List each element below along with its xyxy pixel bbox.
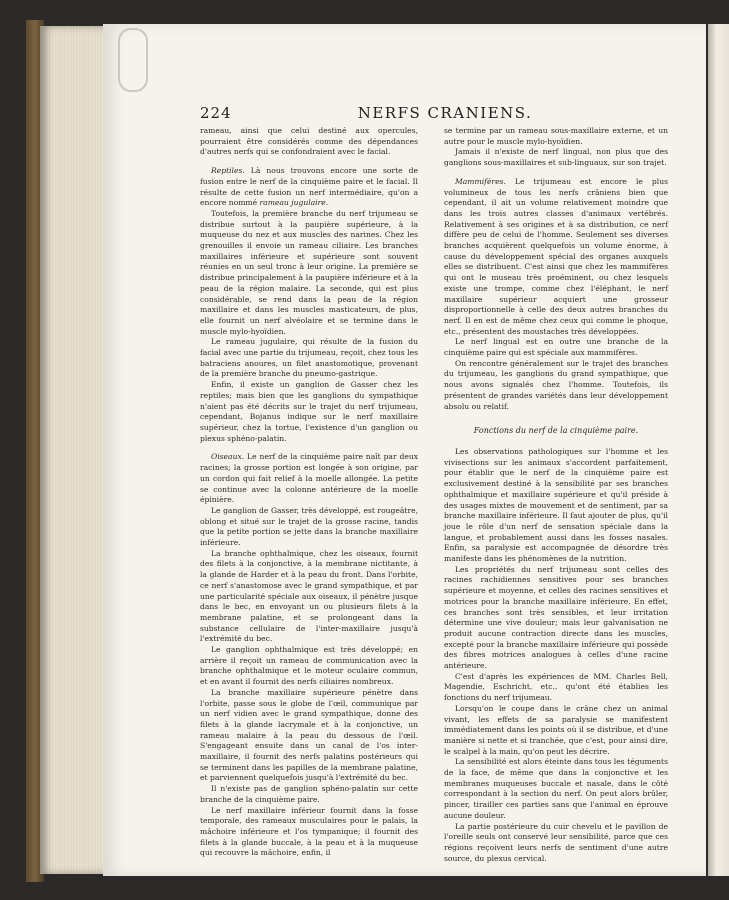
right-text-column	[444, 126, 668, 863]
paragraph: Il n'existe pas de ganglion sphéno-palatin sur cette branche de la cinquième paire.	[200, 784, 418, 804]
facing-page-edge	[708, 24, 729, 876]
paragraph: La sensibilité est alors éteinte dans tous les téguments de la face, de même que dans la conjonctive et les membranes muqueuses buccale et nasale, dans le côté correspondant à la section du nerf. On peut alors brûler, pincer, tirailler ces parties sans que l'animal en éprouve aucune douleur.	[444, 757, 668, 820]
paragraph: Lorsqu'on le coupe dans le crâne chez un animal vivant, les effets de sa paralysie se manifestent immédiatement dans les points où il se distribue, et d'une manière si nette et si tranchée, que c'est, pour ainsi dire, le scalpel à la main, qu'on peut les décrire.	[444, 703, 668, 756]
paragraph: Les observations pathologiques sur l'homme et les vivisections sur les animaux s'accordent parfaitement, pour établir que le nerf de la cinquième paire est exclusivement destiné à la sensibilité par ses branches ophthalmique et maxillaire supérieure et qu'il préside à des usages mixtes de mouvement et de sentiment, par sa branche maxillaire inférieure. Il faut ajouter de plus, qu'il joue le rôle d'un nerf de sensation spéciale dans la langue, et probablement aussi dans les fosses nasales. Enfin, sa paralysie est accompagnée de désordre très manifeste dans les phénomènes de la nutrition.	[444, 446, 668, 564]
paragraph: La partie postérieure du cuir chevelu et le pavillon de l'oreille seuls ont conservé leur sensibilité, parce que ces régions reçoivent leurs nerfs de sentiment d'une autre source, du plexus cervical.	[444, 821, 668, 863]
paragraph: La branche maxillaire supérieure pénètre dans l'orbite, passe sous le globe de l'œil, communique par un nerf vidien avec le grand sympathique, donne des filets à la glande lacrymale et à la conjonctive, un rameau malaire à la peau du dessous de l'œil. S'engageant ensuite dans un canal de l'os inter-maxillaire, il fournit des nerfs palatins postérieurs qui se terminent dans les papilles de la membrane palatine, et parviennent quelquefois jusqu'à l'extrémité du bec.	[200, 687, 418, 783]
page-edges	[40, 26, 106, 874]
paragraph: se termine par un rameau sous-maxillaire externe, et un autre pour le muscle mylo-hyoïdien.	[444, 126, 668, 146]
paragraph: Le nerf lingual est en outre une branche de la cinquième paire qui est spéciale aux mammifères.	[444, 337, 668, 358]
paragraph-reptiles	[200, 166, 418, 209]
section-lead-mammiferes: Mammifères.	[455, 176, 506, 186]
section-heading: Fonctions du nerf de la cinquième paire.	[473, 426, 639, 436]
section-lead-oiseaux: Oiseaux.	[211, 452, 245, 462]
paragraph: Le rameau jugulaire, qui résulte de la fusion du facial avec une partie du trijumeau, reçoit, chez tous les batraciens anoures, un filet anastomotique, provenant de la première branche du pneumo-gastrique.	[200, 337, 418, 379]
paragraph: Le ganglion ophthalmique est très développé; en arrière il reçoit un rameau de communication avec la branche ophthalmique et le moteur oculaire commun, et en avant il fournit des nerfs ciliaires nombreux.	[200, 645, 418, 687]
paragraph: Le nerf maxillaire inférieur fournit dans la fosse temporale, des rameaux musculaires pour le palais, la mâchoire inférieure et l'os tympanique; il fournit des filets à la glande buccale, à la peau et à la muqueuse qui recouvre la mâchoire, enfin, il	[200, 805, 418, 858]
paragraph-oiseaux	[200, 452, 418, 506]
page-header	[200, 104, 690, 124]
paragraph: Jamais il n'existe de nerf lingual, non plus que des ganglions sous-maxillaires et sub-linguaux, sur son trajet.	[444, 147, 668, 168]
paper-clip-mark	[118, 28, 148, 92]
left-text-column	[200, 126, 418, 858]
paragraph: On rencontre généralement sur le trajet des branches du trijumeau, les ganglions du grand sympathique, que nous avons signalés chez l'homme. Toutefois, ils présentent de grandes variétés dans leur développement absolu ou relatif.	[444, 358, 668, 411]
paragraph: La branche ophthalmique, chez les oiseaux, fournit des filets à la conjonctive, à la membrane nictitante, à la glande de Harder et à la peau du front. Dans l'orbite, ce nerf s'anastomose avec le grand sympathique, et par une particularité spéciale aux oiseaux, il pénètre jusque dans le bec, en envoyant un ou plusieurs filets à la membrane palatine, et se prolongeant dans la substance cellulaire de l'inter-maxillaire jusqu'à l'extrémité du bec.	[200, 548, 418, 644]
page-number: 224	[200, 104, 232, 122]
section-lead-reptiles: Reptiles.	[211, 166, 245, 176]
paragraph: C'est d'après les expériences de MM. Charles Bell, Magendie, Eschricht, etc., qu'ont été établies les fonctions du nerf trijumeau.	[444, 671, 668, 703]
running-title: NERFS CRANIENS.	[357, 104, 533, 122]
paragraph-text: Le nerf de la cinquième paire naît par deux racines; la grosse portion est longée à son origine, par un cordon qui fait relief à la moelle allongée. La petite se continue avec la colonne antérieure de la moelle épinière.	[200, 452, 418, 505]
paragraph: Les propriétés du nerf trijumeau sont celles des racines rachidiennes sensitives pour ses branches supérieure et moyenne, et celles des racines sensitives et motrices pour la branche maxillaire inférieure. En effet, ces branches sont très sensibles, et leur irritation détermine une vive douleur; mais leur galvanisation ne produit aucune contraction directe dans les muscles, excepté pour la branche maxillaire inférieure qui possède des fibres motrices analogues à celles d'une racine antérieure.	[444, 564, 668, 671]
paragraph-mammiferes	[444, 177, 668, 338]
paragraph-text: Là nous trouvons encore une sorte de fusion entre le nerf de la cinquième paire et le facial. Il résulte de cette fusion un nerf intermédiaire, qu'on a encore nommé	[200, 166, 418, 208]
paragraph: rameau, ainsi que celui destiné aux opercules, pourraient être considérés comme des dépendances d'autres nerfs qui se confondraient avec le facial.	[200, 126, 418, 157]
paragraph: Toutefois, la première branche du nerf trijumeau se distribue surtout à la paupière supérieure, à la muqueuse du nez et aux muscles des narines. Chez les grenouilles il envoie un rameau ciliaire. Les branches maxillaires inférieure et supérieure sont souvent réunies en un seul tronc à leur origine. La première se distribue principalement à la paupière inférieure et à la peau de la région malaire. La seconde, qui est plus considérable, se rend dans la peau de la région maxillaire et dans les muscles masticateurs, de plus, elle fournit un nerf alvéolaire et se termine dans le muscle mylo-hyoïdien.	[200, 208, 418, 336]
term-rameau-jugulaire: rameau jugulaire.	[259, 198, 329, 208]
paragraph: Le ganglion de Gasser, très développé, est rougeâtre, oblong et situé sur le trajet de la grosse racine, tandis que la petite portion se jette dans la branche maxillaire inférieure.	[200, 505, 418, 548]
paragraph: Enfin, il existe un ganglion de Gasser chez les reptiles; mais bien que les ganglions du sympathique n'aient pas été décrits sur le trajet du nerf trijumeau, cependant, Bojanus indique sur le nerf maxillaire supérieur, chez la tortue, l'existence d'un ganglion ou plexus sphéno-palatin.	[200, 380, 418, 443]
paragraph-text: Le trijumeau est encore le plus volumineux de tous les nerfs crâniens bien que cependant, il ait un volume relativement moindre que dans les trois autres classes d'animaux vertébrés. Relativement à ses origines et à sa distribution, ce nerf diffère peu de celui de l'homme. Seulement ses diverses branches acquièrent quelquefois un volume énorme, à cause du développement spécial des organes auxquels elles se distribuent. C'est ainsi que chez les mammifères qui ont le museau très proéminent, ou chez lesquels existe une trompe, comme chez l'éléphant, le nerf maxillaire supérieur acquiert une grosseur disproportionnelle à celle des deux autres branches du nerf. Il en est de même chez ceux qui comme le phoque, etc., présentent des moustaches très développées.	[444, 176, 668, 336]
